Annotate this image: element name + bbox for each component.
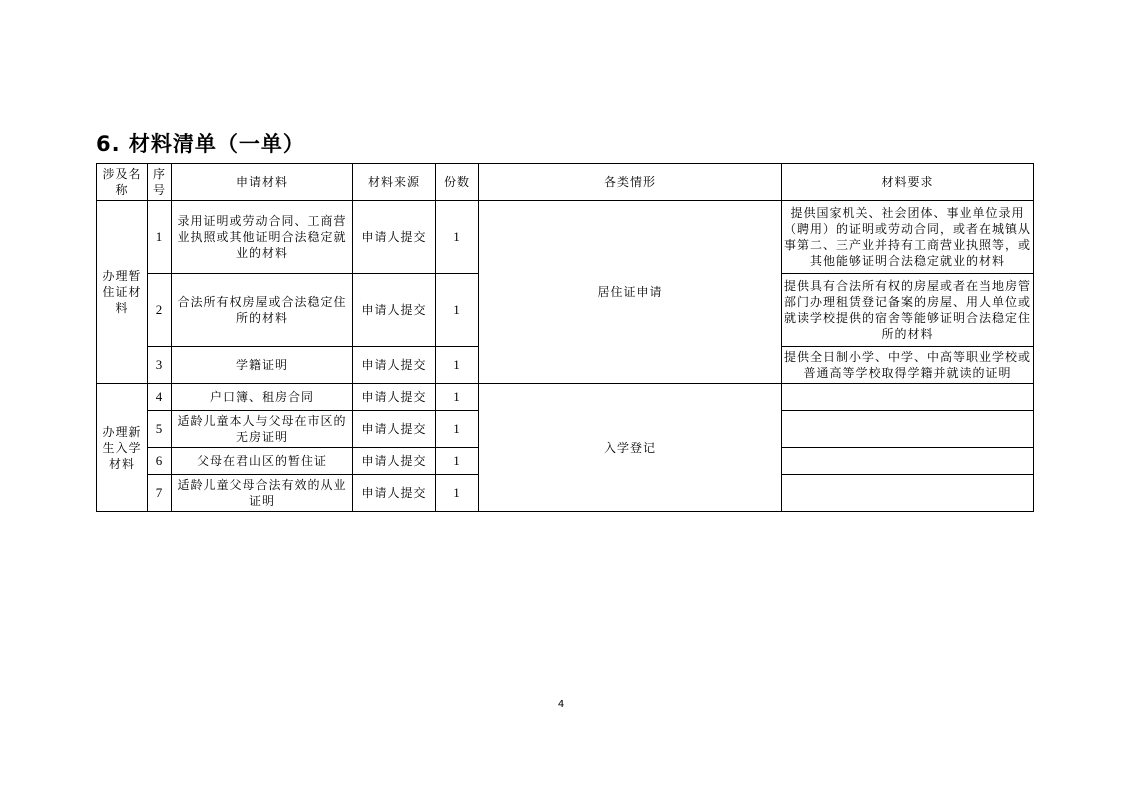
header-copies: 份数 (436, 164, 479, 201)
copies-cell: 1 (436, 384, 479, 411)
copies-cell: 1 (436, 411, 479, 448)
header-category: 涉及名称 (97, 164, 148, 201)
header-requirement: 材料要求 (782, 164, 1034, 201)
requirement-cell: 提供国家机关、社会团体、事业单位录用（聘用）的证明或劳动合同，或者在城镇从事第二、三产业并持有工商营业执照等，或其他能够证明合法稳定就业的材料 (782, 201, 1034, 274)
material-cell: 父母在君山区的暂住证 (172, 448, 353, 475)
seq-cell: 4 (148, 384, 172, 411)
copies-cell: 1 (436, 448, 479, 475)
source-cell: 申请人提交 (353, 274, 436, 347)
copies-cell: 1 (436, 274, 479, 347)
requirement-cell: 提供全日制小学、中学、中高等职业学校或普通高等学校取得学籍并就读的证明 (782, 347, 1034, 384)
material-cell: 适龄儿童本人与父母在市区的无房证明 (172, 411, 353, 448)
copies-cell: 1 (436, 347, 479, 384)
header-seq: 序号 (148, 164, 172, 201)
source-cell: 申请人提交 (353, 475, 436, 512)
requirement-cell (782, 475, 1034, 512)
category-cell: 办理暂住证材料 (97, 201, 148, 384)
source-cell: 申请人提交 (353, 384, 436, 411)
copies-cell: 1 (436, 201, 479, 274)
material-cell: 适龄儿童父母合法有效的从业证明 (172, 475, 353, 512)
seq-cell: 3 (148, 347, 172, 384)
header-situation: 各类情形 (479, 164, 782, 201)
header-material: 申请材料 (172, 164, 353, 201)
material-cell: 合法所有权房屋或合法稳定住所的材料 (172, 274, 353, 347)
materials-table (96, 163, 1034, 512)
category-cell: 办理新生入学材料 (97, 384, 148, 512)
material-cell: 户口簿、租房合同 (172, 384, 353, 411)
seq-cell: 5 (148, 411, 172, 448)
header-source: 材料来源 (353, 164, 436, 201)
material-cell: 录用证明或劳动合同、工商营业执照或其他证明合法稳定就业的材料 (172, 201, 353, 274)
source-cell: 申请人提交 (353, 347, 436, 384)
requirement-cell (782, 411, 1034, 448)
seq-cell: 6 (148, 448, 172, 475)
source-cell: 申请人提交 (353, 201, 436, 274)
page-number: 4 (557, 699, 565, 710)
requirement-cell (782, 384, 1034, 411)
seq-cell: 1 (148, 201, 172, 274)
page-title: 6. 材料清单（一单） (96, 132, 305, 156)
table-header-row (97, 164, 1034, 201)
source-cell: 申请人提交 (353, 411, 436, 448)
table-row (97, 201, 1034, 274)
requirement-cell: 提供具有合法所有权的房屋或者在当地房管部门办理租赁登记备案的房屋、用人单位或就读学校提供的宿舍等能够证明合法稳定住所的材料 (782, 274, 1034, 347)
material-cell: 学籍证明 (172, 347, 353, 384)
seq-cell: 7 (148, 475, 172, 512)
seq-cell: 2 (148, 274, 172, 347)
situation-cell: 居住证申请 (479, 201, 782, 384)
source-cell: 申请人提交 (353, 448, 436, 475)
requirement-cell (782, 448, 1034, 475)
table-row (97, 384, 1034, 411)
copies-cell: 1 (436, 475, 479, 512)
situation-cell: 入学登记 (479, 384, 782, 512)
